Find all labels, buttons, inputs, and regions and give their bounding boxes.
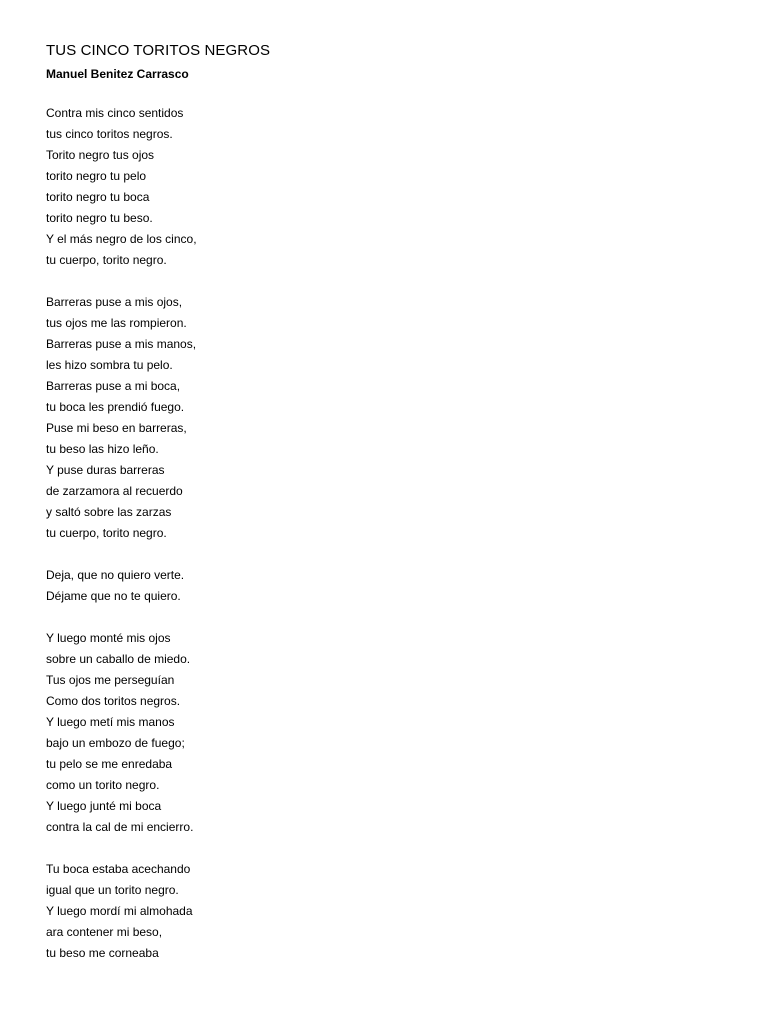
poem-line: Barreras puse a mi boca, [46,379,181,393]
poem-line: tu cuerpo, torito negro. [46,526,167,540]
poem-line: Deja, que no quiero verte. [46,568,185,582]
poem-stanza [46,292,726,544]
poem-line: torito negro tu boca [46,190,150,204]
poem-line: Barreras puse a mis ojos, [46,295,183,309]
poem-line: Y luego monté mis ojos [46,631,171,645]
poem-line: Y el más negro de los cinco, [46,232,197,246]
poem-line: Contra mis cinco sentidos [46,106,184,120]
poem-line: tu pelo se me enredaba [46,757,173,771]
poem-line: y saltó sobre las zarzas [46,505,172,519]
poem-line: torito negro tu pelo [46,169,147,183]
poem-line: tu cuerpo, torito negro. [46,253,167,267]
poem-line: les hizo sombra tu pelo. [46,358,173,372]
poem-line: tu beso las hizo leño. [46,442,159,456]
poem-line: como un torito negro. [46,778,160,792]
poem-line: tu beso me corneaba [46,946,159,960]
poem-stanza [46,565,726,607]
poem-line: Y luego metí mis manos [46,715,175,729]
poem-line: sobre un caballo de miedo. [46,652,191,666]
poem-line: de zarzamora al recuerdo [46,484,183,498]
poem-line: ara contener mi beso, [46,925,163,939]
poem-line: Barreras puse a mis manos, [46,337,197,351]
poem-line: tu boca les prendió fuego. [46,400,185,414]
poem-line: Torito negro tus ojos [46,148,155,162]
poem-line: Y luego junté mi boca [46,799,162,813]
poem-stanza [46,103,726,271]
poem-line: Y luego mordí mi almohada [46,904,193,918]
poem-line: Como dos toritos negros. [46,694,181,708]
poem-line: torito negro tu beso. [46,211,153,225]
poem-title: TUS CINCO TORITOS NEGROS [46,42,271,59]
poem-line: contra la cal de mi encierro. [46,820,194,834]
poem-line: tus ojos me las rompieron. [46,316,187,330]
poem-author: Manuel Benitez Carrasco [46,67,189,81]
poem-stanza [46,628,726,838]
poem-stanza [46,859,726,964]
poem-line: Tus ojos me perseguían [46,673,175,687]
poem-line: Y puse duras barreras [46,463,165,477]
poem-line: Déjame que no te quiero. [46,589,181,603]
poem-line: Tu boca estaba acechando [46,862,191,876]
poem-line: Puse mi beso en barreras, [46,421,187,435]
poem-body [46,103,726,964]
poem-line: igual que un torito negro. [46,883,179,897]
poem-line: tus cinco toritos negros. [46,127,173,141]
poem-line: bajo un embozo de fuego; [46,736,185,750]
document-page [46,42,726,985]
